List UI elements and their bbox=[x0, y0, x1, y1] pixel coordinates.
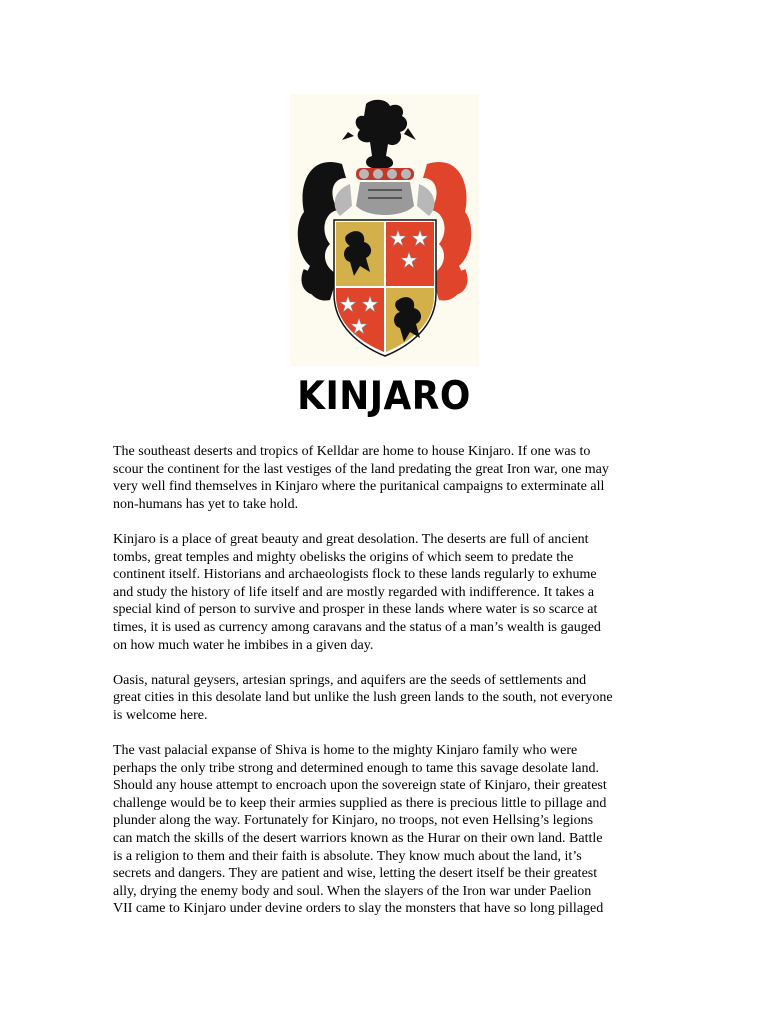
text-line: VII came to Kinjaro under devine orders to slay the monsters that have so long pillaged bbox=[113, 901, 604, 917]
text-line: times, it is used as currency among caravans and the status of a man’s wealth is gauged bbox=[113, 619, 601, 635]
text-line: perhaps the only tribe strong and determined enough to tame this savage desolate land. bbox=[113, 760, 599, 776]
text-line: Oasis, natural geysers, artesian springs, and aquifers are the seeds of settlements and bbox=[113, 672, 587, 688]
document-title: KINJARO bbox=[297, 374, 471, 419]
paragraph bbox=[113, 742, 653, 918]
text-line: can match the skills of the desert warriors known as the Hurar on their own land. Battle bbox=[113, 831, 603, 847]
text-line: continent itself. Historians and archaeologists flock to these lands regularly to exhume bbox=[113, 567, 597, 583]
text-line: very well find themselves in Kinjaro where the puritanical campaigns to exterminate all bbox=[113, 479, 605, 495]
text-line: great cities in this desolate land but unlike the lush green lands to the south, not everyone bbox=[113, 690, 613, 706]
text-line: non-humans has yet to take hold. bbox=[113, 496, 299, 512]
text-line: The southeast deserts and tropics of Kelldar are home to house Kinjaro. If one was to bbox=[113, 444, 591, 459]
text-line: is a religion to them and their faith is absolute. They know much about the land, it’s bbox=[113, 848, 582, 864]
paragraph bbox=[113, 443, 653, 513]
text-line: Should any house attempt to encroach upon the sovereign state of Kinjaro, their greatest bbox=[113, 778, 607, 794]
coat-of-arms-image bbox=[290, 94, 479, 366]
text-line: and study the history of life itself and are mostly regarded with indifference. It takes a bbox=[113, 584, 595, 600]
text-line: secrets and dangers. They are patient and wise, letting the desert itself be their greatest bbox=[113, 866, 598, 882]
paragraph bbox=[113, 531, 653, 654]
crest-icon bbox=[290, 94, 479, 366]
paragraph bbox=[113, 672, 653, 725]
text-line: Kinjaro is a place of great beauty and great desolation. The deserts are full of ancient bbox=[113, 531, 589, 547]
text-line: special kind of person to survive and prosper in these lands where water is so scarce at bbox=[113, 602, 598, 618]
text-line: The vast palacial expanse of Shiva is home to the mighty Kinjaro family who were bbox=[113, 743, 578, 759]
document-body bbox=[113, 443, 653, 936]
text-line: tombs, great temples and mighty obelisks the origins of which seem to predate the bbox=[113, 549, 574, 565]
text-line: on how much water he imbibes in a given day. bbox=[113, 637, 374, 653]
text-line: scour the continent for the last vestiges of the land predating the great Iron war, one may bbox=[113, 461, 609, 477]
text-line: challenge would be to keep their armies supplied as there is precious little to pillage and bbox=[113, 795, 607, 811]
text-line: ally, drying the enemy body and soul. When the slayers of the Iron war under Paelion bbox=[113, 883, 592, 899]
text-line: plunder along the way. Fortunately for Kinjaro, no troops, not even Hellsing’s legions bbox=[113, 813, 594, 829]
text-line: is welcome here. bbox=[113, 707, 208, 723]
